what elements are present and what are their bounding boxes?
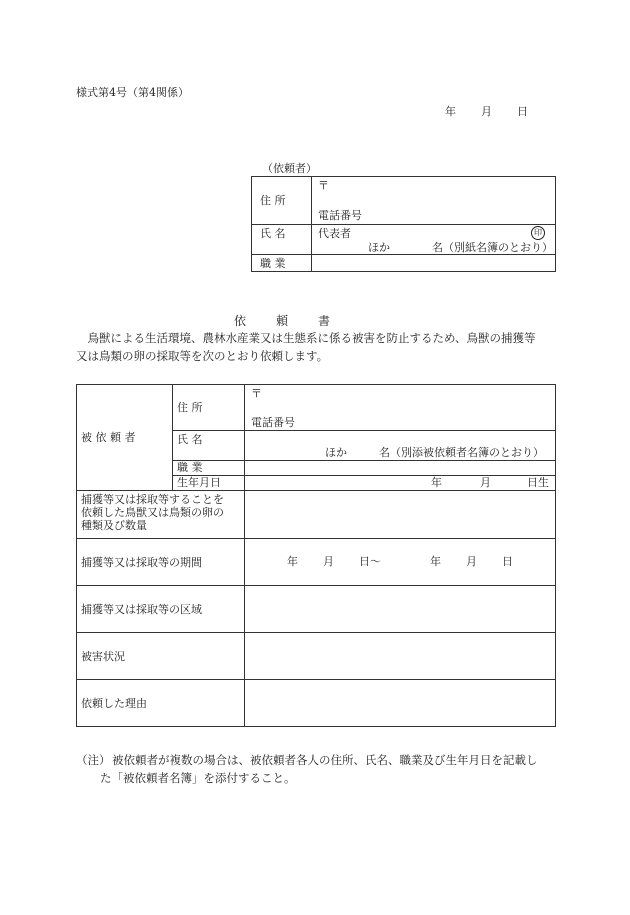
requester-others-suffix: 名（別紙名簿のとおり）: [432, 241, 553, 254]
client-address-label-cell: [173, 385, 245, 431]
seal-icon: 印: [531, 226, 545, 240]
client-occupation-label-cell: [173, 461, 245, 476]
client-address-label: 住 所: [177, 401, 203, 414]
intro-text-line-2: 又は鳥類の卵の採取等を次のとおり依頼します。: [76, 349, 329, 363]
reason-label: 依頼した理由: [81, 696, 147, 710]
client-postal-mark: 〒: [251, 387, 262, 400]
client-occupation-label: 職 業: [177, 461, 203, 474]
client-others-suffix: 名（別添被依頼者名簿のとおり）: [379, 446, 544, 459]
client-label: 被 依 頼 者: [81, 431, 136, 444]
area-label: 捕獲等又は採取等の区域: [81, 602, 202, 616]
requester-name-field[interactable]: [312, 225, 556, 255]
species-field[interactable]: [245, 491, 556, 539]
requester-address-label-cell: [252, 177, 312, 225]
birth-day: 日生: [527, 476, 549, 489]
date-month: 月: [481, 105, 492, 118]
client-address-field[interactable]: [245, 385, 556, 431]
species-label-line-3: 種類及び数量: [81, 519, 147, 532]
requester-occupation-label: 職 業: [260, 256, 286, 270]
period-month-2: 月: [466, 555, 477, 568]
reason-label-cell: [77, 680, 245, 727]
damage-field[interactable]: [245, 633, 556, 680]
note-prefix: （注）: [76, 753, 111, 767]
damage-label: 被害状況: [81, 649, 125, 663]
birth-month: 月: [480, 476, 491, 489]
requester-occupation-field[interactable]: [312, 255, 556, 272]
period-day-2: 日: [502, 555, 513, 568]
requester-representative-label: 代表者: [318, 227, 351, 240]
period-label: 捕獲等又は採取等の期間: [81, 555, 202, 569]
period-year-2: 年: [430, 555, 441, 568]
period-year-1: 年: [287, 555, 298, 568]
note-line-1: 被依頼者が複数の場合は、被依頼者各人の住所、氏名、職業及び生年月日を記載し: [112, 753, 538, 767]
requester-phone-label: 電話番号: [318, 209, 362, 222]
intro-text-line-1: 鳥獣による生活環境、農林水産業又は生態系に係る被害を防止するため、鳥獣の捕獲等: [76, 331, 536, 345]
damage-label-cell: [77, 633, 245, 680]
requester-table: [251, 176, 556, 272]
date-year: 年: [445, 105, 456, 118]
client-label-cell: [77, 385, 173, 491]
requester-postal-mark: 〒: [318, 179, 329, 192]
form-number: 様式第4号（第4関係）: [76, 86, 189, 99]
client-birthdate-label: 生年月日: [177, 476, 221, 489]
area-field[interactable]: [245, 586, 556, 633]
reason-field[interactable]: [245, 680, 556, 727]
client-birthdate-field[interactable]: [245, 476, 556, 491]
period-month-1: 月: [323, 555, 334, 568]
requester-others-prefix: ほか: [368, 241, 390, 254]
client-birthdate-label-cell: [173, 476, 245, 491]
date-day: 日: [517, 105, 528, 118]
requester-occupation-label-cell: [252, 255, 312, 272]
requester-address-label: 住 所: [260, 194, 286, 207]
client-name-label: 氏 名: [177, 433, 203, 446]
main-table: [76, 384, 556, 727]
requester-address-field[interactable]: [312, 177, 556, 225]
period-day-1: 日〜: [359, 555, 381, 568]
species-label-line-1: 捕獲等又は採取等することを: [81, 493, 224, 506]
client-occupation-field[interactable]: [245, 461, 556, 476]
species-label-line-2: 依頼した鳥獣又は鳥類の卵の: [81, 506, 224, 519]
client-others-prefix: ほか: [325, 446, 347, 459]
note-line-2: た「被依頼者名簿」を添付すること。: [100, 771, 296, 785]
area-label-cell: [77, 586, 245, 633]
birth-year: 年: [431, 476, 442, 489]
client-phone-label: 電話番号: [251, 416, 295, 429]
requester-heading: （依頼者）: [262, 162, 317, 175]
period-label-cell: [77, 539, 245, 586]
document-title: 依 頼 書: [234, 314, 333, 328]
requester-name-label-cell: [252, 225, 312, 255]
period-field[interactable]: [245, 539, 556, 586]
client-name-field[interactable]: [245, 431, 556, 461]
client-name-label-cell: [173, 431, 245, 461]
species-label-cell: [77, 491, 245, 539]
requester-name-label: 氏 名: [260, 227, 286, 240]
